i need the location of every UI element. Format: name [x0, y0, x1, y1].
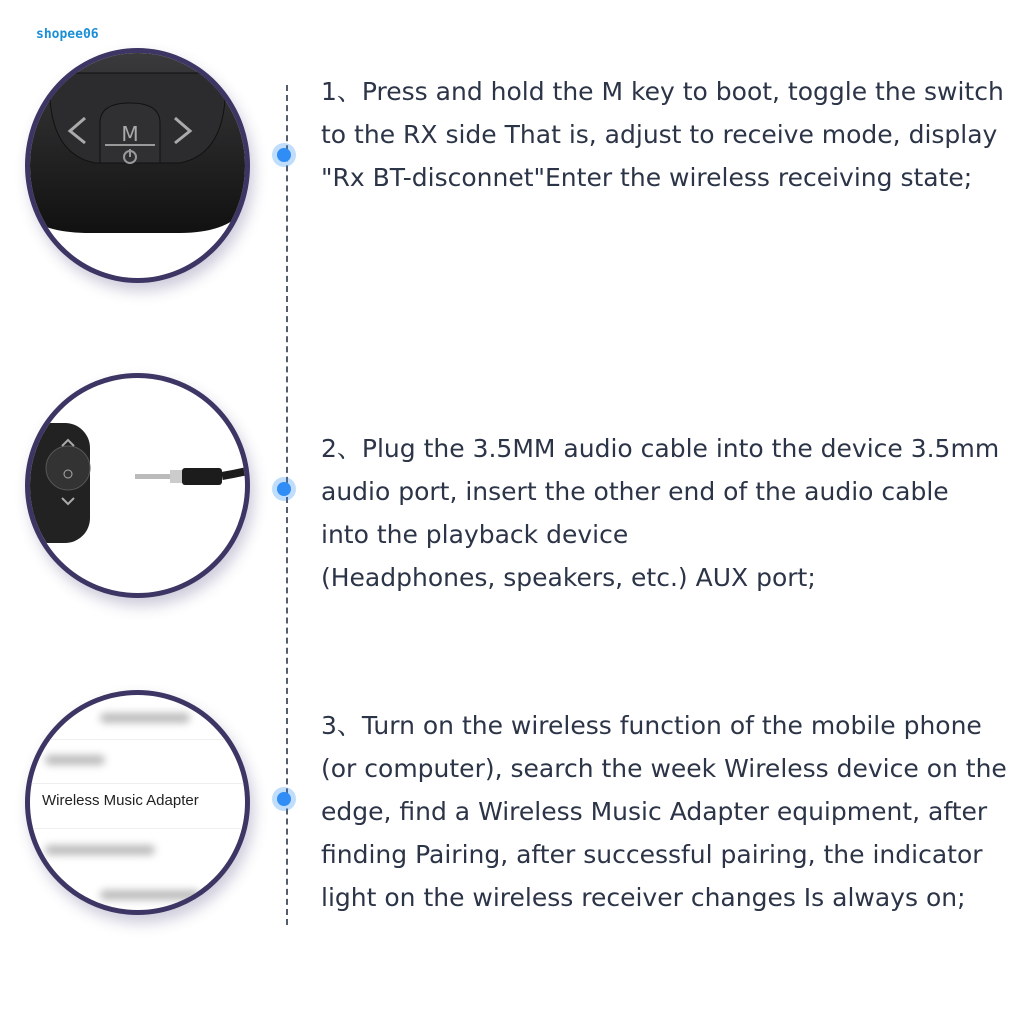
step-line: (or computer), search the week Wireless device on the — [321, 754, 1007, 783]
step-line: finding Pairing, after successful pairing, the indicator — [321, 840, 983, 869]
m-key-label: M — [121, 122, 139, 146]
watermark: shopee06 — [36, 27, 99, 42]
step-line: "Rx BT-disconnet"Enter the wireless receiving state; — [321, 163, 973, 192]
wireless-music-adapter-item: Wireless Music Adapter — [42, 792, 199, 809]
audio-cable-image — [25, 373, 250, 598]
step-line: 3、Turn on the wireless function of the mobile phone — [321, 711, 982, 740]
timeline-dot-3 — [277, 792, 291, 806]
step-line: 2、Plug the 3.5MM audio cable into the device 3.5mm — [321, 434, 1000, 463]
step-line: audio port, insert the other end of the audio cable — [321, 477, 949, 506]
step-line: to the RX side That is, adjust to receive mode, display — [321, 120, 998, 149]
step-line: into the playback device — [321, 520, 629, 549]
step-2-text — [321, 427, 999, 599]
step-line: (Headphones, speakers, etc.) AUX port; — [321, 563, 816, 592]
step-line: light on the wireless receiver changes Is always on; — [321, 883, 966, 912]
bluetooth-list-image — [25, 690, 250, 915]
timeline-dot-1 — [277, 148, 291, 162]
step-1-text — [321, 70, 1004, 199]
step-line: 1、Press and hold the M key to boot, toggle the switch — [321, 77, 1004, 106]
timeline-dot-2 — [277, 482, 291, 496]
step-line: edge, find a Wireless Music Adapter equipment, after — [321, 797, 988, 826]
step-3-text — [321, 704, 1007, 919]
device-buttons-image — [25, 48, 250, 283]
